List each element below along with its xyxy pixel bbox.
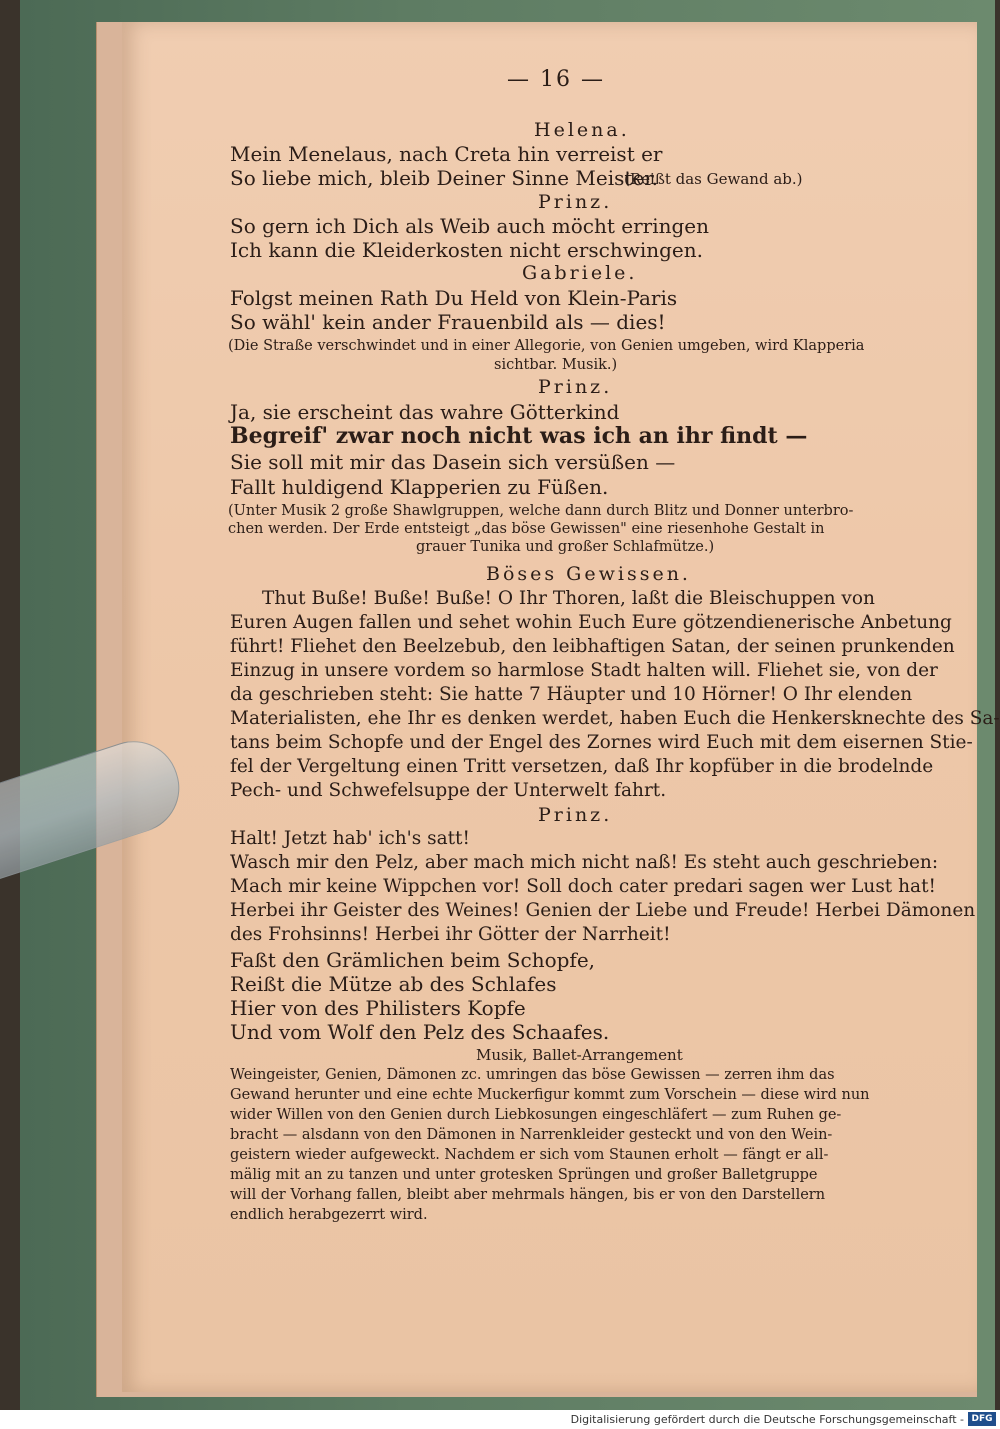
- stage-direction: bracht — alsdann von den Dämonen in Narrenkleider gesteckt und von den Wein-: [230, 1127, 833, 1143]
- verse-line: So wähl' kein ander Frauenbild als — dies!: [230, 310, 666, 334]
- verse-line: Faßt den Grämlichen beim Schopfe,: [230, 948, 596, 972]
- stage-direction: mälig mit an zu tanzen und unter grotesken Sprüngen und großer Balletgruppe: [230, 1167, 818, 1183]
- verse-line: Ich kann die Kleiderkosten nicht erschwingen.: [230, 238, 703, 262]
- stage-direction: (Reißt das Gewand ab.): [624, 170, 803, 188]
- speaker-name: Prinz.: [538, 376, 613, 398]
- stage-direction: will der Vorhang fallen, bleibt aber mehrmals hängen, bis er von den Darstellern: [230, 1187, 826, 1203]
- verse-line: Fallt huldigend Klapperien zu Füßen.: [230, 475, 609, 499]
- prose-line: Euren Augen fallen und sehet wohin Euch Eure götzendienerische Anbetung: [230, 612, 952, 633]
- prose-line: fel der Vergeltung einen Tritt versetzen, daß Ihr kopfüber in die brodelnde: [230, 756, 934, 777]
- prose-line: Einzug in unsere vordem so harmlose Stadt halten will. Fliehet sie, von der: [230, 660, 938, 681]
- speaker-name: Böses Gewissen.: [486, 563, 691, 585]
- footer-bar: [0, 1410, 1000, 1429]
- verse-line-bold: Begreif' zwar noch nicht was ich an ihr findt —: [230, 423, 808, 449]
- prose-line: Wasch mir den Pelz, aber mach mich nicht naß! Es steht auch geschrieben:: [230, 852, 939, 873]
- stage-direction: Weingeister, Genien, Dämonen zc. umringen das böse Gewissen — zerren ihm das: [230, 1067, 835, 1083]
- page-number: — 16 —: [507, 67, 605, 92]
- stage-direction: (Unter Musik 2 große Shawlgruppen, welche dann durch Blitz und Donner unterbro-: [228, 503, 854, 519]
- speaker-name: Prinz.: [538, 191, 613, 213]
- speaker-name: Prinz.: [538, 804, 613, 826]
- prose-line: Materialisten, ehe Ihr es denken werdet, haben Euch die Henkersknechte des Sa-: [230, 708, 1000, 729]
- prose-line: Mach mir keine Wippchen vor! Soll doch cater predari sagen wer Lust hat!: [230, 876, 936, 897]
- stage-direction: endlich herabgezerrt wird.: [230, 1207, 428, 1223]
- stage-direction: (Die Straße verschwindet und in einer Allegorie, von Genien umgeben, wird Klapperia: [228, 338, 865, 354]
- verse-line: Ja, sie erscheint das wahre Götterkind: [230, 400, 620, 424]
- prose-line: Halt! Jetzt hab' ich's satt!: [230, 828, 470, 849]
- prose-line: führt! Fliehet den Beelzebub, den leibhaftigen Satan, der seinen prunkenden: [230, 636, 955, 657]
- stage-direction: wider Willen von den Genien durch Liebkosungen eingeschläfert — zum Ruhen ge-: [230, 1107, 842, 1123]
- prose-line: Herbei ihr Geister des Weines! Genien der Liebe und Freude! Herbei Dämonen: [230, 900, 976, 921]
- prose-line: Pech- und Schwefelsuppe der Unterwelt fahrt.: [230, 780, 667, 801]
- prose-line: des Frohsinns! Herbei ihr Götter der Narrheit!: [230, 924, 671, 945]
- verse-line: Hier von des Philisters Kopfe: [230, 996, 526, 1020]
- prose-line: da geschrieben steht: Sie hatte 7 Häupter und 10 Hörner! O Ihr elenden: [230, 684, 913, 705]
- stage-direction: grauer Tunika und großer Schlafmütze.): [416, 539, 715, 555]
- dfg-logo-icon[interactable]: DFG: [968, 1412, 996, 1426]
- verse-line: So liebe mich, bleib Deiner Sinne Meister.: [230, 166, 658, 190]
- stage-direction: geistern wieder aufgeweckt. Nachdem er sich vom Staunen erholt — fängt er all-: [230, 1147, 829, 1163]
- verse-line: Folgst meinen Rath Du Held von Klein-Paris: [230, 286, 678, 310]
- verse-line: Reißt die Mütze ab des Schlafes: [230, 972, 557, 996]
- book-page: [122, 22, 1000, 1392]
- speaker-name: Helena.: [534, 119, 630, 141]
- stage-direction: chen werden. Der Erde entsteigt „das böse Gewissen" eine riesenhohe Gestalt in: [228, 521, 825, 537]
- verse-line: So gern ich Dich als Weib auch möcht erringen: [230, 214, 709, 238]
- verse-line: Sie soll mit mir das Dasein sich versüßen —: [230, 450, 676, 474]
- section-heading: Musik, Ballet-Arrangement: [476, 1046, 683, 1064]
- speaker-name: Gabriele.: [522, 262, 638, 284]
- prose-line: Thut Buße! Buße! Buße! O Ihr Thoren, laßt die Bleischuppen von: [262, 588, 875, 609]
- verse-line: Mein Menelaus, nach Creta hin verreist er: [230, 142, 663, 166]
- prose-line: tans beim Schopfe und der Engel des Zornes wird Euch mit dem eisernen Stie-: [230, 732, 973, 753]
- stage-direction: sichtbar. Musik.): [494, 357, 618, 373]
- verse-line: Und vom Wolf den Pelz des Schaafes.: [230, 1020, 610, 1044]
- stage-direction: Gewand herunter und eine echte Muckerfigur kommt zum Vorschein — diese wird nun: [230, 1087, 870, 1103]
- footer-credit[interactable]: Digitalisierung gefördert durch die Deutsche Forschungsgemeinschaft -: [570, 1413, 964, 1426]
